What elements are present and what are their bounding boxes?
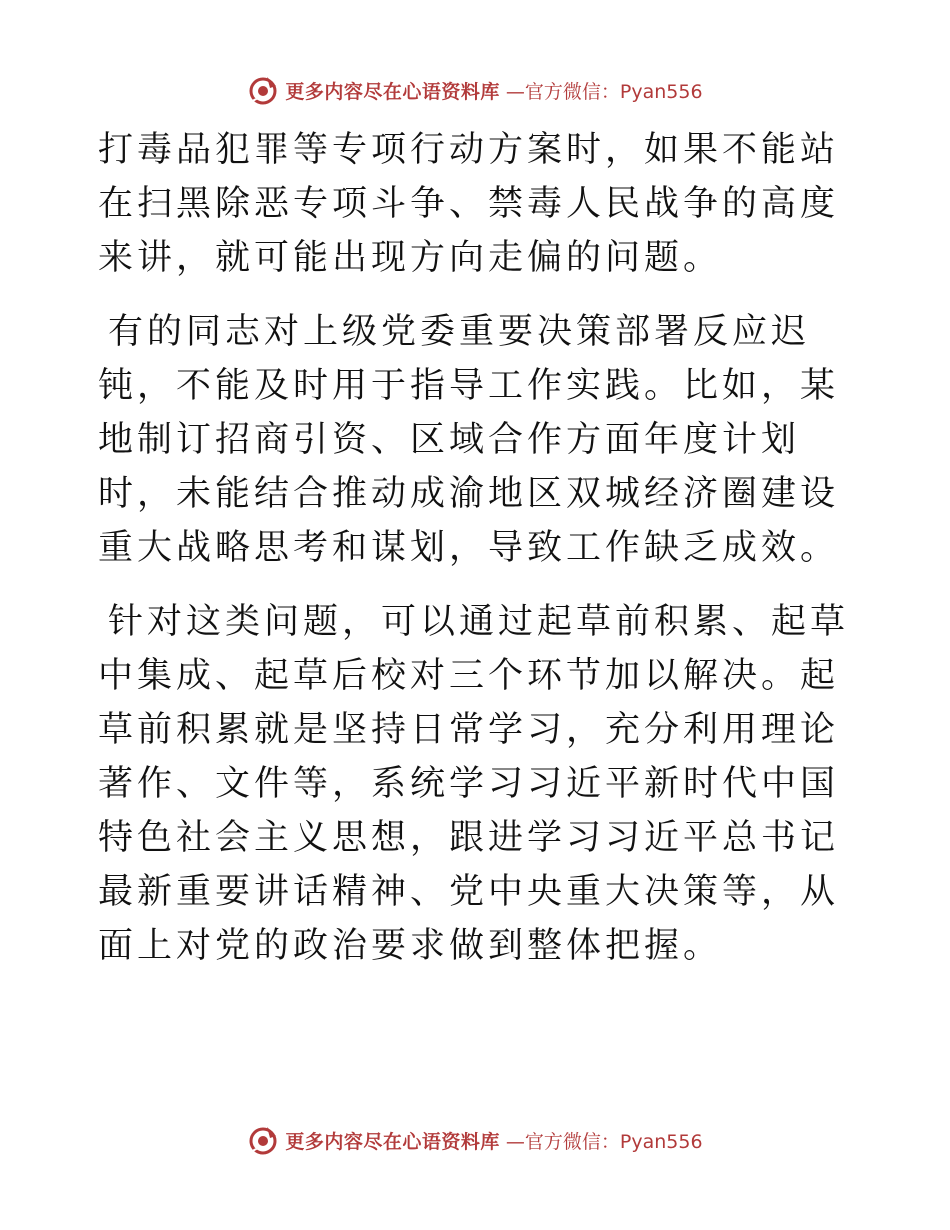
official-wechat-text: —官方微信：Pyan556 [505,80,703,103]
brand-text: 更多内容尽在心语资料库 [285,80,500,103]
brand-logo-icon [247,1124,279,1156]
official-wechat-text: —官方微信：Pyan556 [505,1130,703,1153]
paragraph-1: 打毒品犯罪等专项行动方案时，如果不能站在扫黑除恶专项斗争、禁毒人民战争的高度来讲，就可能出现方向走偏的问题。 [98,130,840,278]
paragraph-3: 针对这类问题，可以通过起草前积累、起草中集成、起草后校对三个环节加以解决。起草前积累就是坚持日常学习，充分利用理论著作、文件等，系统学习习近平新时代中国特色社会主义思想，跟进学习习近平总书记最新重要讲话精神、党中央重大决策等，从面上对党的政治要求做到整体把握。 [98,602,850,966]
document-body [98,123,858,973]
footer-watermark [0,1122,950,1158]
paragraph-2: 有的同志对上级党委重要决策部署反应迟钝，不能及时用于指导工作实践。比如，某地制订招商引资、区域合作方面年度计划时，未能结合推动成渝地区双城经济圈建设重大战略思考和谋划，导致工作缺乏成效。 [98,312,840,568]
header-watermark [0,72,950,108]
brand-text: 更多内容尽在心语资料库 [285,1130,500,1153]
brand-logo-icon [247,74,279,106]
